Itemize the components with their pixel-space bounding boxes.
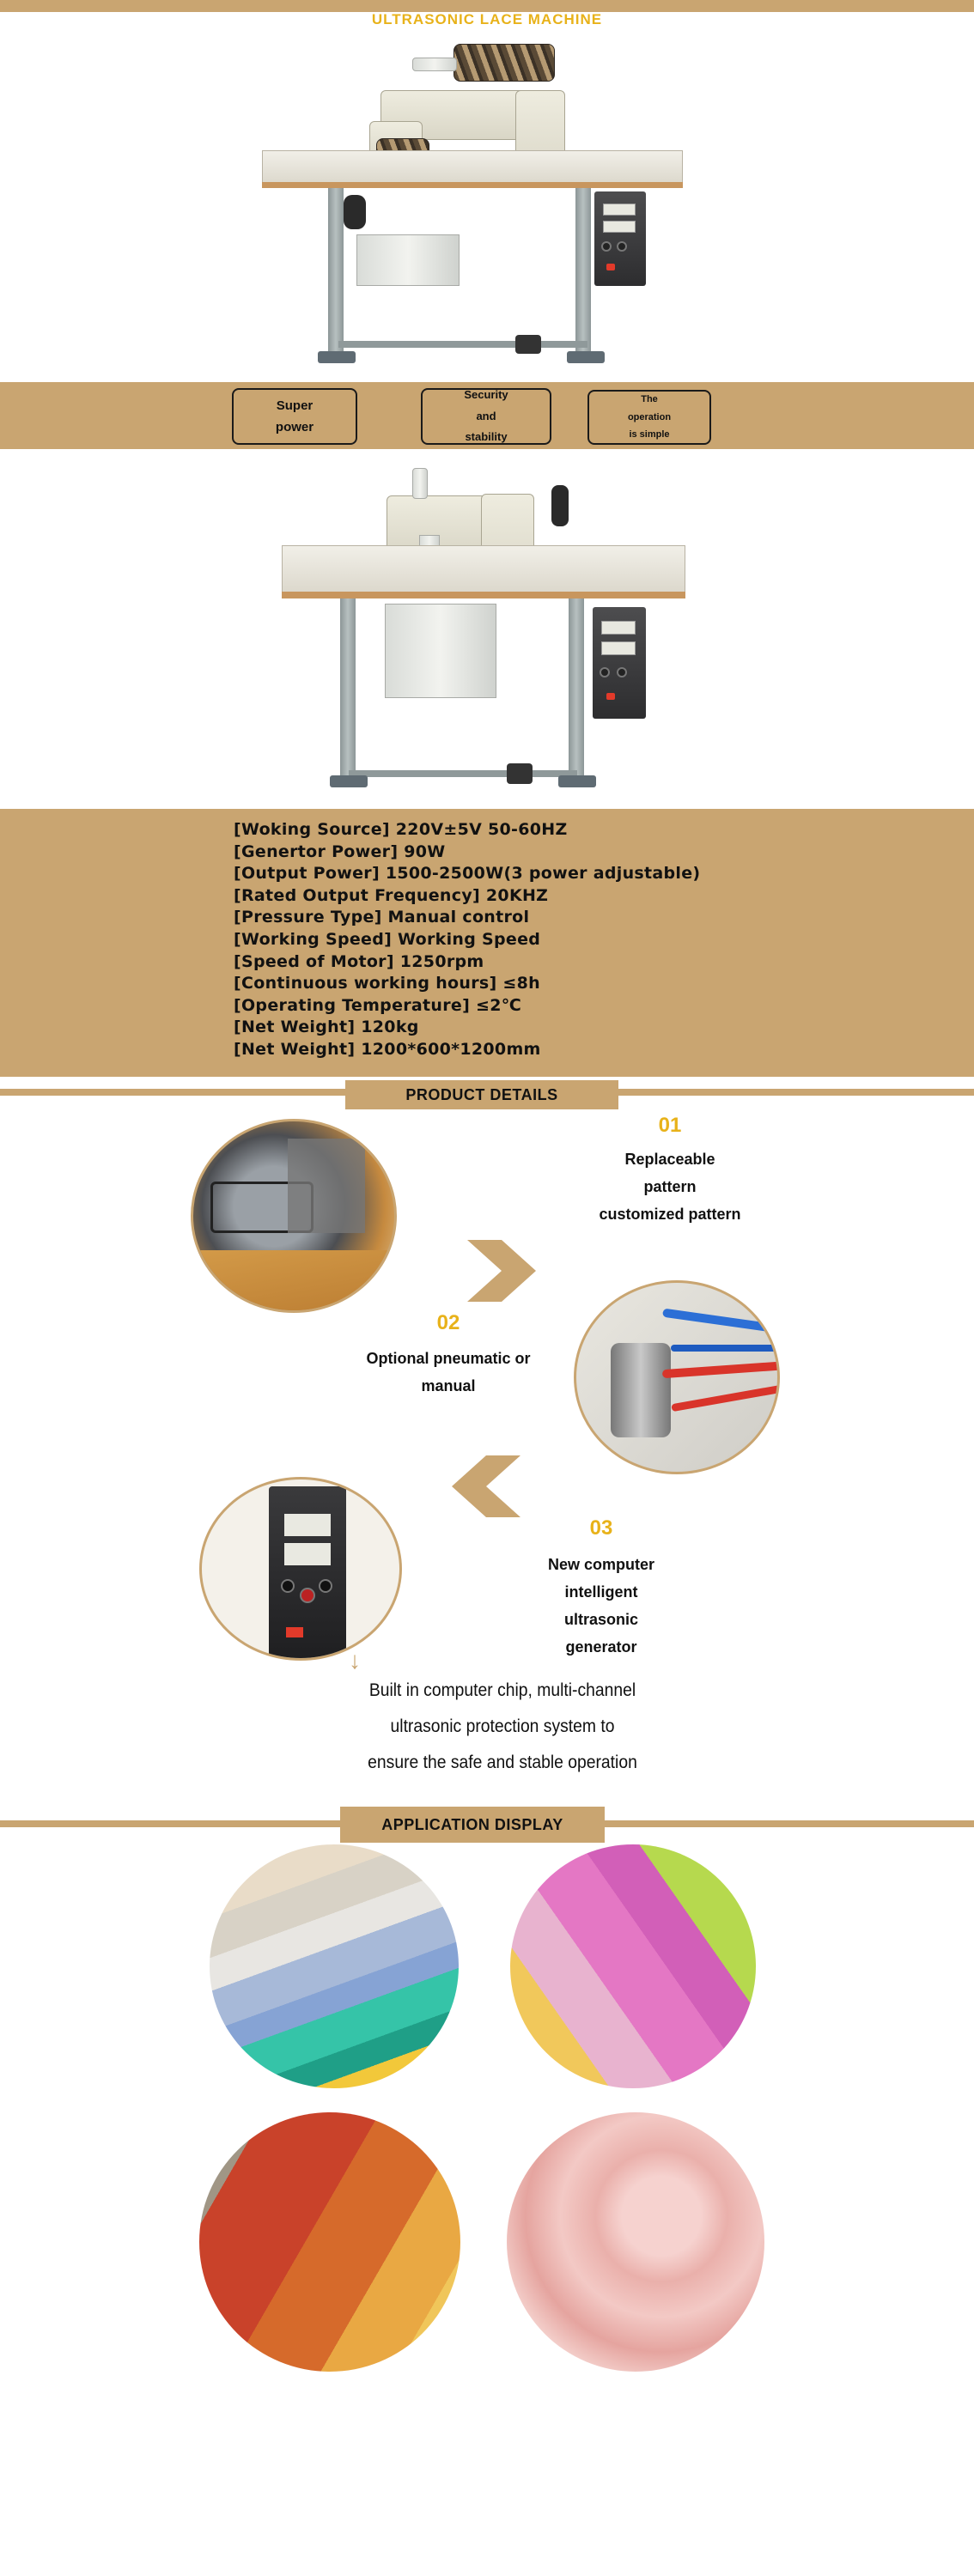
knob xyxy=(281,1579,295,1593)
detail-photo-generator xyxy=(199,1477,402,1661)
detail-line: New computer xyxy=(547,1556,655,1573)
chevron-right-icon xyxy=(467,1240,536,1302)
table-foot xyxy=(558,775,596,787)
spec-line: [Pressure Type] Manual control xyxy=(234,908,530,927)
generator-box xyxy=(385,604,496,698)
blue-air-hose xyxy=(671,1345,780,1352)
knob xyxy=(600,667,610,677)
machine-photo-1 xyxy=(258,39,687,378)
table-leg xyxy=(569,598,584,779)
feature-line: and xyxy=(476,409,496,422)
table-foot xyxy=(567,351,605,363)
power-light xyxy=(606,264,615,270)
note-line: ensure the safe and stable operation xyxy=(368,1753,637,1772)
cross-bar xyxy=(338,341,587,348)
cross-bar xyxy=(349,770,577,777)
spec-line: [Output Power] 1500-2500W(3 power adjustable) xyxy=(234,864,701,884)
arrow-down-icon: ↓ xyxy=(349,1647,361,1674)
handwheel xyxy=(344,195,366,229)
table-leg xyxy=(340,598,356,779)
feature-line: operation xyxy=(627,411,672,422)
machine-photo-2 xyxy=(275,459,696,807)
detail-number-01: 01 xyxy=(658,1114,682,1137)
detail-line: generator xyxy=(565,1638,637,1656)
spec-line: [Rated Output Frequency] 20KHZ xyxy=(234,885,549,905)
knob xyxy=(319,1579,332,1593)
generator-box xyxy=(356,234,460,286)
power-light xyxy=(286,1627,303,1637)
detail-photo-pattern xyxy=(191,1119,397,1313)
knob xyxy=(601,241,612,252)
table-top xyxy=(262,150,683,185)
table-foot xyxy=(330,775,368,787)
control-cabinet xyxy=(593,607,646,719)
spec-line: [Continuous working hours] ≤8h xyxy=(234,974,540,993)
table-edge xyxy=(282,592,685,598)
table-top xyxy=(282,545,685,593)
detail-line: manual xyxy=(421,1377,476,1394)
detail-line: customized pattern xyxy=(599,1206,741,1223)
spec-list xyxy=(234,819,835,1061)
knob xyxy=(300,1588,315,1603)
meter xyxy=(601,621,636,635)
feature-simple-operation xyxy=(587,390,711,445)
feature-line: The xyxy=(641,393,658,404)
horn-post xyxy=(412,468,428,499)
handwheel xyxy=(551,485,569,526)
detail-photo-pneumatic xyxy=(574,1280,780,1474)
roller-mount xyxy=(412,58,457,71)
power-light xyxy=(606,693,615,700)
application-photo-mesh-fabric xyxy=(510,1844,756,2088)
blue-air-hose xyxy=(662,1309,780,1335)
machine-part xyxy=(288,1139,365,1233)
top-bar xyxy=(0,0,974,12)
detail-line: intelligent xyxy=(564,1583,638,1601)
feature-security xyxy=(421,388,551,445)
detail-line: pattern xyxy=(643,1178,697,1195)
table-foot xyxy=(318,351,356,363)
table-leg xyxy=(575,188,591,355)
meter xyxy=(603,204,636,216)
feature-line: power xyxy=(275,420,314,434)
note-line: Built in computer chip, multi-channel xyxy=(368,1680,636,1700)
pattern-roller xyxy=(454,44,555,82)
meter xyxy=(603,221,636,233)
feature-line: is simple xyxy=(629,429,670,440)
meter xyxy=(284,1514,331,1536)
foot-pedal xyxy=(515,335,541,354)
note-line: ultrasonic protection system to xyxy=(390,1716,615,1736)
spec-line: [Net Weight] 1200*600*1200mm xyxy=(234,1039,541,1059)
spec-line: [Operating Temperature] ≤2℃ xyxy=(234,995,522,1015)
table-edge xyxy=(262,182,683,188)
generator-panel xyxy=(269,1486,346,1658)
meter xyxy=(284,1543,331,1565)
meter xyxy=(601,641,636,655)
spec-line: [Working Speed] Working Speed xyxy=(234,929,541,949)
application-photo-silk-fabric xyxy=(507,2112,764,2372)
table-surface xyxy=(193,1250,397,1313)
knob xyxy=(617,241,627,252)
feature-line: Super xyxy=(276,398,314,413)
foot-pedal xyxy=(507,763,533,784)
detail-number-03: 03 xyxy=(589,1516,613,1540)
red-air-hose xyxy=(671,1385,780,1412)
spec-line: [Net Weight] 120kg xyxy=(234,1018,419,1037)
application-photo-felt-fabric xyxy=(199,2112,460,2372)
product-details-heading: PRODUCT DETAILS xyxy=(345,1080,618,1109)
chevron-left-icon xyxy=(452,1455,520,1517)
table-leg xyxy=(328,188,344,355)
knob xyxy=(617,667,627,677)
detail-line: ultrasonic xyxy=(563,1611,639,1628)
red-air-hose xyxy=(662,1361,780,1378)
spec-line: [Speed of Motor] 1250rpm xyxy=(234,951,484,971)
application-photo-layered-fabric xyxy=(210,1844,459,2088)
spec-line: [Woking Source] 220V±5V 50-60HZ xyxy=(234,820,568,839)
application-display-heading: APPLICATION DISPLAY xyxy=(340,1807,605,1843)
detail-note xyxy=(301,1673,703,1781)
detail-text-03 xyxy=(481,1551,721,1661)
detail-line: Replaceable xyxy=(624,1151,715,1168)
page-title: ULTRASONIC LACE MACHINE xyxy=(371,11,603,27)
detail-text-01 xyxy=(550,1145,790,1228)
feature-line: Security xyxy=(464,387,508,401)
horn-cylinder xyxy=(611,1343,671,1437)
spec-line: [Genertor Power] 90W xyxy=(234,841,446,861)
feature-line: stability xyxy=(465,430,508,444)
detail-number-02: 02 xyxy=(436,1311,460,1334)
detail-text-02 xyxy=(328,1345,569,1400)
control-cabinet xyxy=(594,191,646,286)
detail-line: Optional pneumatic or xyxy=(366,1350,531,1367)
feature-super-power xyxy=(232,388,357,445)
